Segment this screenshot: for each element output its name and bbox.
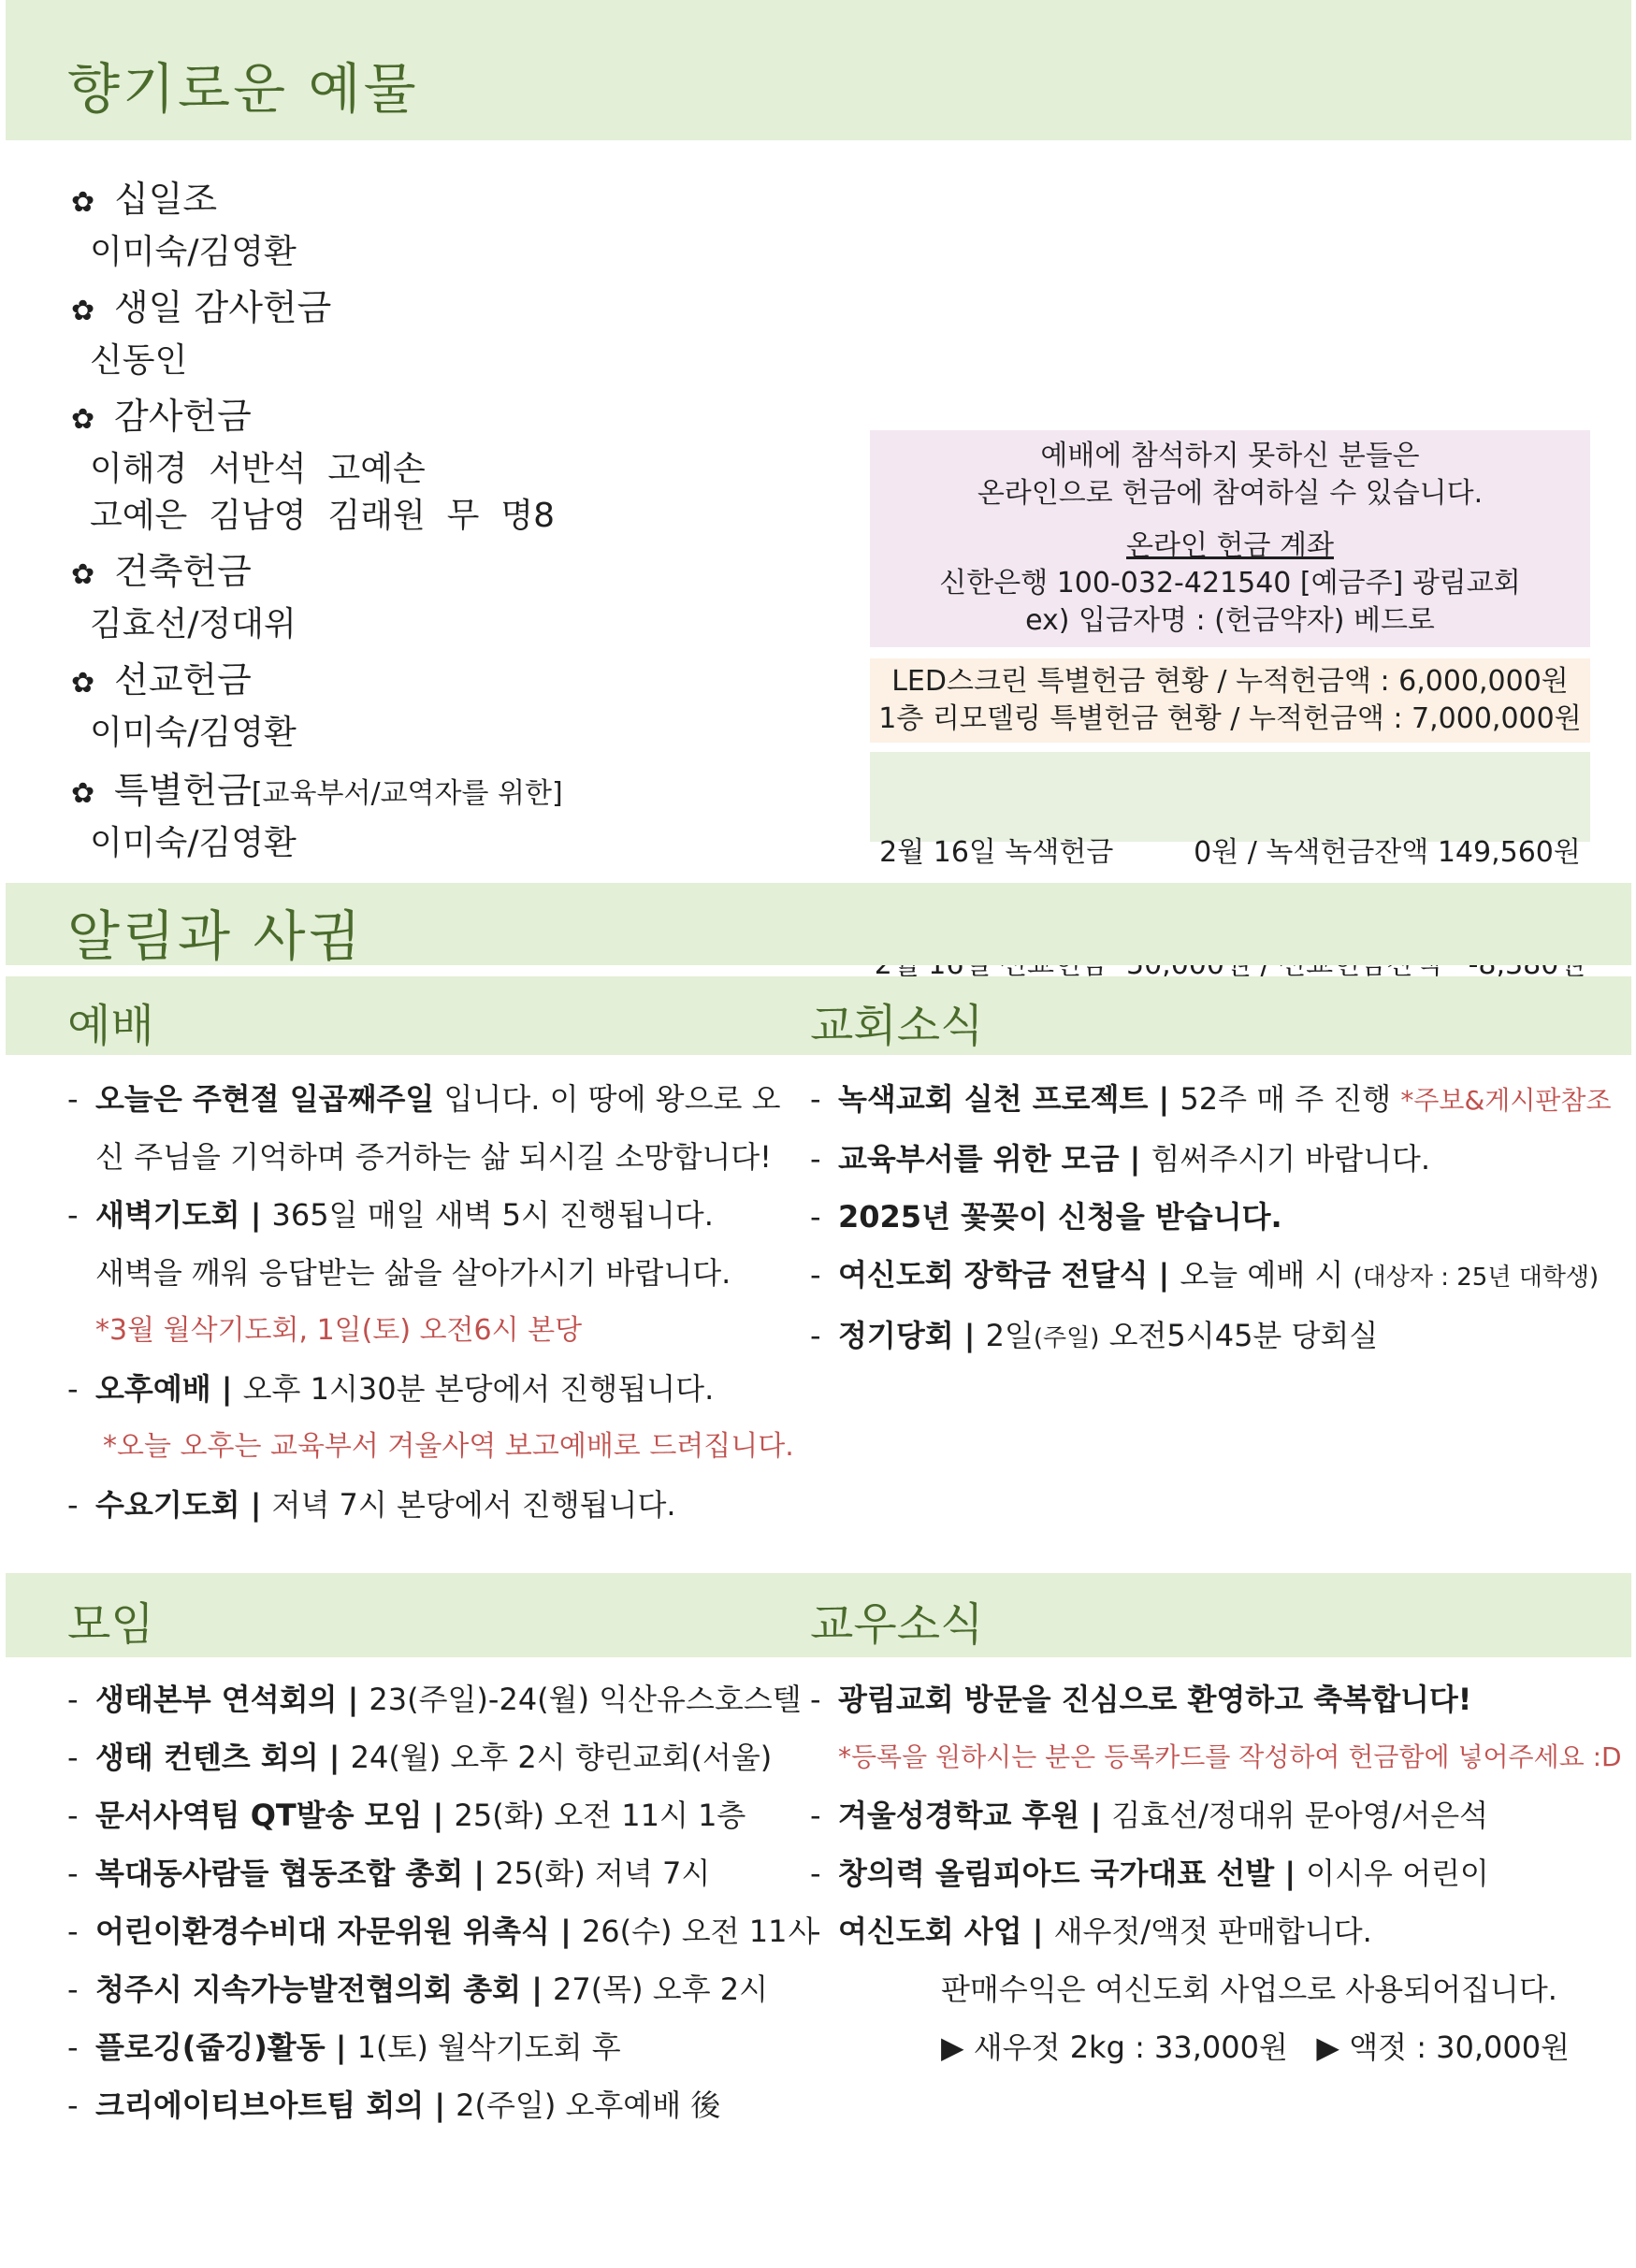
offering-item-thanks xyxy=(71,387,555,540)
church-news-title: 교회소식 xyxy=(810,1000,984,1052)
offering-item-head: 선교헌금 xyxy=(114,659,252,701)
online-offering-box xyxy=(870,430,1590,647)
flower-icon: ✿ xyxy=(71,558,95,591)
meeting-title: 모임 xyxy=(67,1598,154,1651)
list-item: - 여신도회 장학금 전달식 | 오늘 예배 시 (대상자 : 25년 대학생) xyxy=(810,1246,1612,1307)
alumni-news-list xyxy=(810,1670,1622,2076)
green-offering-box xyxy=(870,752,1590,869)
flower-icon: ✿ xyxy=(71,186,95,219)
list-item: - 새벽기도회 | 365일 매일 새벽 5시 진행됩니다. xyxy=(67,1186,794,1244)
list-item-cont: 새벽을 깨워 응답받는 삶을 살아가시기 바랍니다. xyxy=(95,1255,731,1291)
list-item: - 어린이환경수비대 자문위원 위촉식 | 26(수) 오전 11시 xyxy=(67,1902,816,1960)
online-example: ex) 입금자명 : (헌금약자) 베드로 xyxy=(1025,604,1435,637)
alumni-news-title: 교우소식 xyxy=(810,1598,984,1651)
list-note: *오늘 오후는 교육부서 겨울사역 보고예배로 드려집니다. xyxy=(103,1430,794,1463)
offering-item-head: 생일 감사헌금 xyxy=(114,287,332,328)
list-item-cont: 판매수익은 여신도회 사업으로 사용되어집니다. xyxy=(941,1972,1557,2007)
offering-item-head: 십일조 xyxy=(114,179,218,220)
offering-item-birthday xyxy=(71,279,331,384)
list-item-cont: 신 주님을 기억하며 증거하는 삶 되시길 소망합니다! xyxy=(95,1139,773,1175)
list-item: - 2025년 꽃꽂이 신청을 받습니다. xyxy=(810,1188,1612,1246)
worship-list xyxy=(67,1070,794,1534)
offering-item-head: 감사헌금 xyxy=(114,396,252,437)
offering-title: 향기로운 예물 xyxy=(67,57,419,121)
offering-item-names: 이미숙/김영환 xyxy=(90,824,297,862)
list-item: - 녹색교회 실천 프로젝트 | 52주 매 주 진행 *주보&게시판참조 xyxy=(810,1070,1612,1130)
list-note: *등록을 원하시는 분은 등록카드를 작성하여 헌금함에 넣어주세요 :D xyxy=(838,1741,1622,1772)
flower-icon: ✿ xyxy=(71,777,95,810)
offering-item-names: 이미숙/김영환 xyxy=(90,714,297,752)
list-item: - 청주시 지속가능발전협의회 총회 | 27(목) 오후 2시 xyxy=(67,1960,816,2018)
list-item: - 크리에이티브아트팀 회의 | 2(주일) 오후예배 後 xyxy=(67,2076,816,2134)
list-item: - 플로깅(줍깅)활동 | 1(토) 월삭기도회 후 xyxy=(67,2018,816,2076)
list-item: - 창의력 올림피아드 국가대표 선발 | 이시우 어린이 xyxy=(810,1844,1622,1902)
online-line: 예배에 참석하지 못하신 분들은 xyxy=(1040,440,1420,472)
special-line: LED스크린 특별헌금 현황 / 누적헌금액 : 6,000,000원 xyxy=(891,665,1569,698)
list-item: - 생태본부 연석회의 | 23(주일)-24(월) 익산유스호스텔 xyxy=(67,1670,816,1728)
offering-item-sub: [교육부서/교역자를 위한] xyxy=(251,777,563,810)
news-title: 알림과 사귐 xyxy=(67,904,364,968)
offering-item-building xyxy=(71,542,297,648)
flower-icon: ✿ xyxy=(71,667,95,700)
church-news-list xyxy=(810,1070,1612,1367)
list-note: *3월 월삭기도회, 1일(토) 오전6시 본당 xyxy=(95,1314,583,1347)
offering-item-special xyxy=(71,761,563,867)
offering-item-head: 건축헌금 xyxy=(114,551,252,592)
list-item: - 겨울성경학교 후원 | 김효선/정대위 문아영/서은석 xyxy=(810,1786,1622,1844)
offering-item-names: 이해경 서반석 고예손 고예은 김남영 김래원 무 명8 xyxy=(90,450,555,535)
price-line: ▶ 새우젓 2kg : 33,000원 ▶ 액젓 : 30,000원 xyxy=(941,2030,1571,2065)
list-item: - 문서사역팀 QT발송 모임 | 25(화) 오전 11시 1층 xyxy=(67,1786,816,1844)
green-line: 2월 16일 녹색헌금 0원 / 녹색헌금잔액 149,560원 xyxy=(879,836,1581,869)
flower-icon: ✿ xyxy=(71,403,95,436)
flower-icon: ✿ xyxy=(71,295,95,327)
online-line: 온라인으로 헌금에 참여하실 수 있습니다. xyxy=(977,477,1484,510)
online-account-title: 온라인 헌금 계좌 xyxy=(1126,529,1334,562)
list-item: - 수요기도회 | 저녁 7시 본당에서 진행됩니다. xyxy=(67,1476,794,1534)
list-item: - 오후예배 | 오후 1시30분 본당에서 진행됩니다. xyxy=(67,1360,794,1418)
list-item: - 오늘은 주현절 일곱째주일 입니다. 이 땅에 왕으로 오 xyxy=(67,1070,794,1128)
online-account: 신한은행 100-032-421540 [예금주] 광림교회 xyxy=(939,567,1521,600)
worship-title: 예배 xyxy=(67,1000,154,1052)
special-offering-box xyxy=(870,658,1590,743)
meeting-list xyxy=(67,1670,816,2134)
list-item: - 복대동사람들 협동조합 총회 | 25(화) 저녁 7시 xyxy=(67,1844,816,1902)
list-item: - 교육부서를 위한 모금 | 힘써주시기 바랍니다. xyxy=(810,1130,1612,1188)
offering-item-names: 이미숙/김영환 xyxy=(90,233,297,271)
list-item: - 정기당회 | 2일(주일) 오전5시45분 당회실 xyxy=(810,1307,1612,1367)
offering-item-tithe xyxy=(71,170,297,276)
list-item: - 생태 컨텐츠 회의 | 24(월) 오후 2시 향린교회(서울) xyxy=(67,1728,816,1786)
special-line: 1층 리모델링 특별헌금 현황 / 누적헌금액 : 7,000,000원 xyxy=(878,702,1582,735)
offering-item-names: 신동인 xyxy=(90,341,188,380)
list-item: - 여신도회 사업 | 새우젓/액젓 판매합니다. xyxy=(810,1902,1622,1960)
offering-item-names: 김효선/정대위 xyxy=(90,605,297,643)
list-item: - 광림교회 방문을 진심으로 환영하고 축복합니다! xyxy=(810,1670,1622,1728)
offering-item-mission xyxy=(71,651,297,757)
offering-item-head: 특별헌금 xyxy=(114,770,252,811)
